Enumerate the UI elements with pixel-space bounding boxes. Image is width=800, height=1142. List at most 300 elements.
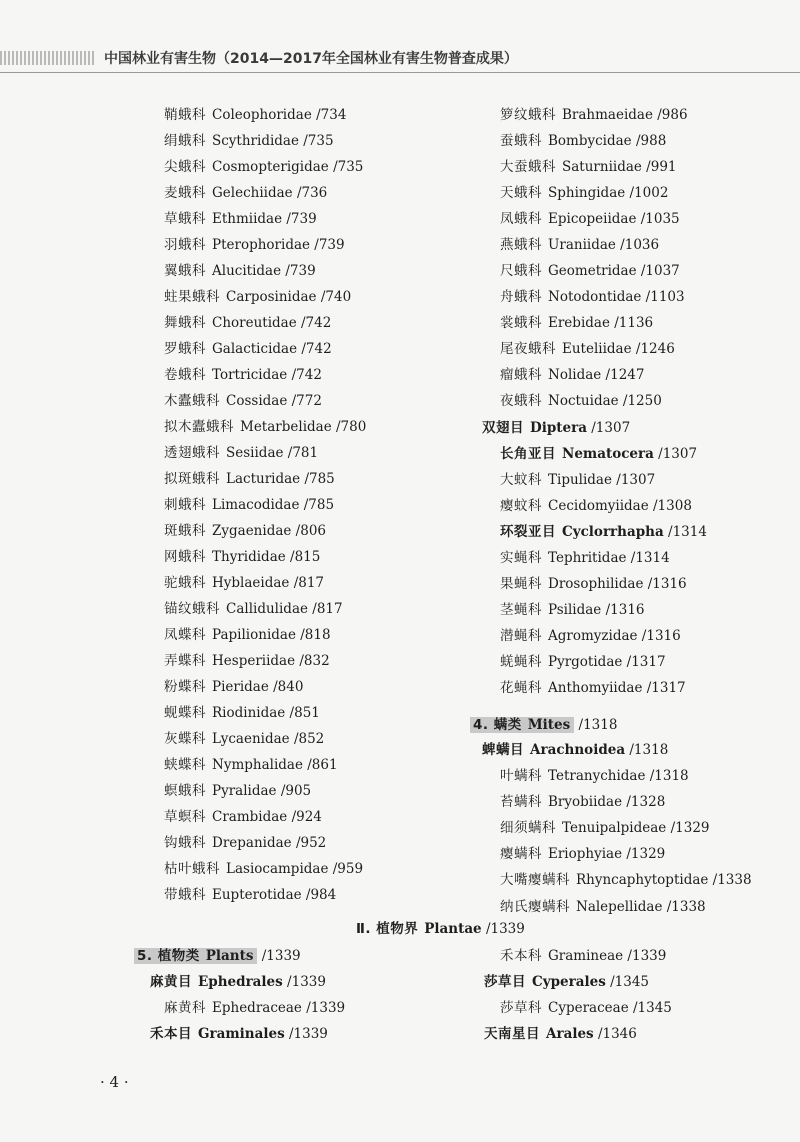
index-entry bbox=[164, 444, 318, 462]
entry-heading bbox=[164, 471, 300, 487]
entry-heading bbox=[164, 367, 287, 383]
entry-chinese-name: 蛀果蛾科 bbox=[164, 289, 220, 305]
entry-page-ref: /1318 bbox=[625, 742, 669, 758]
entry-heading bbox=[164, 601, 308, 617]
entry-chinese-name: 舟蛾科 bbox=[500, 289, 542, 305]
entry-latin-name: Geometridae bbox=[548, 263, 637, 279]
index-entry bbox=[484, 973, 649, 991]
entry-page-ref: /1339 bbox=[623, 948, 667, 964]
entry-chinese-name: 4. 螨类 bbox=[473, 717, 522, 733]
entry-latin-name: Carposinidae bbox=[226, 289, 317, 305]
entry-heading bbox=[484, 974, 606, 990]
entry-latin-name: Ephedrales bbox=[198, 974, 283, 990]
entry-chinese-name: 莎草科 bbox=[500, 1000, 542, 1016]
entry-chinese-name: 5. 植物类 bbox=[137, 948, 200, 964]
entry-latin-name: Cyperales bbox=[532, 974, 606, 990]
entry-latin-name: Limacodidae bbox=[212, 497, 300, 513]
entry-latin-name: Crambidae bbox=[212, 809, 288, 825]
running-header bbox=[0, 46, 800, 72]
entry-chinese-name: 驼蛾科 bbox=[164, 575, 206, 591]
entry-chinese-name: 箩纹蛾科 bbox=[500, 107, 556, 123]
entry-heading bbox=[500, 899, 662, 915]
entry-heading bbox=[500, 341, 632, 357]
entry-page-ref: /780 bbox=[331, 419, 367, 435]
entry-chinese-name: 蜣蝇科 bbox=[500, 654, 542, 670]
index-entry bbox=[164, 184, 327, 202]
entry-page-ref: /1314 bbox=[663, 524, 707, 540]
index-entry bbox=[500, 627, 681, 645]
entry-latin-name: Pyrgotidae bbox=[548, 654, 623, 670]
entry-latin-name: Callidulidae bbox=[226, 601, 308, 617]
entry-chinese-name: 叶螨科 bbox=[500, 768, 542, 784]
entry-chinese-name: 细须螨科 bbox=[500, 820, 556, 836]
entry-latin-name: Scythrididae bbox=[212, 133, 299, 149]
entry-chinese-name: 大嘴瘿螨科 bbox=[500, 872, 570, 888]
entry-page-ref: /986 bbox=[652, 107, 688, 123]
index-entry bbox=[500, 601, 645, 619]
entry-page-ref: /1316 bbox=[601, 602, 645, 618]
entry-latin-name: Noctuidae bbox=[548, 393, 619, 409]
entry-latin-name: Eriophyiae bbox=[548, 846, 623, 862]
entry-page-ref: /1339 bbox=[284, 1026, 328, 1042]
entry-heading bbox=[164, 835, 292, 851]
index-entry bbox=[134, 947, 301, 965]
index-entry bbox=[500, 999, 672, 1017]
index-entry bbox=[500, 392, 662, 410]
entry-chinese-name: 禾本科 bbox=[500, 948, 542, 964]
entry-latin-name: Ephedraceae bbox=[212, 1000, 302, 1016]
entry-latin-name: Ethmiidae bbox=[212, 211, 283, 227]
entry-page-ref: /1136 bbox=[609, 315, 654, 331]
entry-heading bbox=[500, 654, 622, 670]
entry-chinese-name: 莎草目 bbox=[484, 974, 526, 990]
entry-heading bbox=[164, 315, 297, 331]
entry-page-ref: /1318 bbox=[645, 768, 689, 784]
entry-latin-name: Cecidomyiidae bbox=[548, 498, 649, 514]
entry-heading bbox=[500, 794, 622, 810]
index-entry bbox=[500, 184, 668, 202]
index-entry bbox=[164, 782, 311, 800]
index-entry bbox=[164, 262, 316, 280]
entry-chinese-name: 灰蝶科 bbox=[164, 731, 206, 747]
entry-latin-name: Pterophoridae bbox=[212, 237, 310, 253]
entry-latin-name: Arales bbox=[546, 1026, 594, 1042]
entry-chinese-name: 夜蛾科 bbox=[500, 393, 542, 409]
entry-heading bbox=[164, 861, 328, 877]
entry-heading bbox=[500, 393, 619, 409]
entry-heading bbox=[500, 159, 642, 175]
entry-chinese-name: 天南星目 bbox=[484, 1026, 540, 1042]
entry-chinese-name: 钩蛾科 bbox=[164, 835, 206, 851]
index-entry bbox=[482, 419, 630, 437]
entry-chinese-name: 大蚕蛾科 bbox=[500, 159, 556, 175]
index-entry bbox=[470, 716, 617, 734]
entry-chinese-name: 蛱蝶科 bbox=[164, 757, 206, 773]
index-entry bbox=[164, 678, 303, 696]
entry-heading bbox=[164, 653, 295, 669]
entry-page-ref: /1037 bbox=[636, 263, 680, 279]
entry-heading bbox=[164, 731, 290, 747]
entry-latin-name: Cossidae bbox=[226, 393, 288, 409]
entry-heading bbox=[164, 445, 283, 461]
entry-chinese-name: 麻黄科 bbox=[164, 1000, 206, 1016]
index-entry bbox=[500, 445, 697, 463]
entry-chinese-name: 瘿螨科 bbox=[500, 846, 542, 862]
index-entry bbox=[150, 973, 326, 991]
index-entry bbox=[164, 236, 345, 254]
entry-chinese-name: 纳氏瘿螨科 bbox=[500, 899, 570, 915]
entry-chinese-name: 果蝇科 bbox=[500, 576, 542, 592]
entry-heading bbox=[500, 289, 641, 305]
entry-chinese-name: 双翅目 bbox=[482, 420, 524, 436]
entry-heading bbox=[500, 846, 622, 862]
index-entry bbox=[500, 898, 706, 916]
index-entry bbox=[164, 522, 326, 540]
entry-page-ref: /861 bbox=[302, 757, 338, 773]
entry-heading bbox=[164, 263, 281, 279]
entry-heading bbox=[164, 107, 312, 123]
index-entry bbox=[500, 314, 653, 332]
entry-latin-name: Lacturidae bbox=[226, 471, 301, 487]
entry-heading bbox=[500, 133, 632, 149]
index-entry bbox=[500, 236, 659, 254]
entry-chinese-name: 燕蛾科 bbox=[500, 237, 542, 253]
entry-heading bbox=[164, 783, 277, 799]
entry-latin-name: Drosophilidae bbox=[548, 576, 644, 592]
index-entry bbox=[500, 132, 666, 150]
entry-page-ref: /1317 bbox=[642, 680, 686, 696]
entry-page-ref: /1339 bbox=[282, 974, 326, 990]
entry-latin-name: Erebidae bbox=[548, 315, 610, 331]
entry-heading bbox=[482, 742, 625, 758]
entry-page-ref: /772 bbox=[287, 393, 322, 409]
entry-chinese-name: 瘿蚊科 bbox=[500, 498, 542, 514]
entry-chinese-name: 花蝇科 bbox=[500, 680, 542, 696]
entry-page-ref: /1307 bbox=[653, 446, 698, 462]
index-entry bbox=[500, 653, 666, 671]
entry-page-ref: /815 bbox=[285, 549, 321, 565]
entry-chinese-name: 鞘蛾科 bbox=[164, 107, 206, 123]
entry-latin-name: Tenuipalpideae bbox=[562, 820, 667, 836]
entry-chinese-name: 蚬蝶科 bbox=[164, 705, 206, 721]
entry-heading bbox=[500, 524, 664, 540]
entry-latin-name: Zygaenidae bbox=[212, 523, 292, 539]
index-entry bbox=[164, 886, 336, 904]
entry-latin-name: Eupterotidae bbox=[212, 887, 302, 903]
page-number: · 4 · bbox=[100, 1073, 129, 1091]
entry-page-ref: /905 bbox=[276, 783, 312, 799]
entry-latin-name: Nalepellidae bbox=[576, 899, 663, 915]
entry-latin-name: Papilionidae bbox=[212, 627, 296, 643]
index-entry bbox=[164, 392, 322, 410]
entry-heading bbox=[500, 768, 645, 784]
entry-latin-name: Arachnoidea bbox=[530, 742, 626, 758]
entry-heading bbox=[484, 1026, 594, 1042]
entry-page-ref: /1339 bbox=[481, 921, 525, 937]
entry-chinese-name: 斑蛾科 bbox=[164, 523, 206, 539]
entry-heading bbox=[500, 263, 637, 279]
entry-page-ref: /1308 bbox=[648, 498, 692, 514]
entry-latin-name: Alucitidae bbox=[212, 263, 282, 279]
index-entry bbox=[164, 860, 363, 878]
index-entry bbox=[150, 1025, 328, 1043]
entry-page-ref: /852 bbox=[289, 731, 325, 747]
index-entry bbox=[482, 741, 668, 759]
entry-page-ref: /1316 bbox=[643, 576, 687, 592]
entry-chinese-name: 透翅蛾科 bbox=[164, 445, 220, 461]
entry-heading bbox=[500, 628, 638, 644]
entry-heading bbox=[500, 948, 623, 964]
index-entry bbox=[500, 340, 675, 358]
index-entry bbox=[500, 793, 665, 811]
entry-chinese-name: 绢蛾科 bbox=[164, 133, 206, 149]
entry-page-ref: /984 bbox=[301, 887, 337, 903]
entry-chinese-name: 草蛾科 bbox=[164, 211, 206, 227]
entry-latin-name: Plants bbox=[205, 948, 254, 964]
index-entry bbox=[164, 288, 351, 306]
index-entry bbox=[500, 523, 707, 541]
index-entry bbox=[484, 1025, 637, 1043]
entry-latin-name: Pieridae bbox=[212, 679, 269, 695]
entry-page-ref: /1247 bbox=[601, 367, 645, 383]
index-entry bbox=[164, 470, 335, 488]
entry-latin-name: Epicopeiidae bbox=[548, 211, 637, 227]
entry-page-ref: /840 bbox=[268, 679, 304, 695]
entry-heading bbox=[164, 705, 285, 721]
index-entry bbox=[164, 600, 343, 618]
index-entry bbox=[164, 340, 332, 358]
index-entry bbox=[164, 834, 326, 852]
index-entry bbox=[164, 626, 331, 644]
entry-chinese-name: 羽蛾科 bbox=[164, 237, 206, 253]
entry-page-ref: /742 bbox=[296, 315, 332, 331]
entry-page-ref: /739 bbox=[282, 211, 317, 227]
entry-heading bbox=[164, 341, 297, 357]
entry-latin-name: Choreutidae bbox=[212, 315, 297, 331]
entry-page-ref: /806 bbox=[291, 523, 326, 539]
index-entry bbox=[500, 288, 685, 306]
entry-page-ref: /1250 bbox=[618, 393, 662, 409]
entry-page-ref: /991 bbox=[641, 159, 677, 175]
index-entry bbox=[500, 845, 665, 863]
index-entry bbox=[500, 575, 687, 593]
entry-heading bbox=[164, 133, 299, 149]
entry-page-ref: /851 bbox=[285, 705, 320, 721]
entry-chinese-name: 木蠹蛾科 bbox=[164, 393, 220, 409]
entry-heading bbox=[500, 550, 626, 566]
entry-heading bbox=[134, 948, 257, 964]
entry-heading bbox=[500, 602, 601, 618]
entry-chinese-name: 锚纹蛾科 bbox=[164, 601, 220, 617]
index-entry bbox=[500, 497, 692, 515]
entry-latin-name: Tortricidae bbox=[212, 367, 288, 383]
entry-chinese-name: 网蛾科 bbox=[164, 549, 206, 565]
entry-latin-name: Psilidae bbox=[548, 602, 602, 618]
index-entry bbox=[500, 262, 680, 280]
entry-heading bbox=[500, 185, 625, 201]
entry-page-ref: /1307 bbox=[586, 420, 631, 436]
entry-page-ref: /1329 bbox=[666, 820, 710, 836]
index-entry bbox=[500, 947, 666, 965]
index-entry bbox=[164, 652, 330, 670]
entry-page-ref: /1246 bbox=[631, 341, 675, 357]
entry-heading bbox=[164, 185, 293, 201]
entry-page-ref: /739 bbox=[281, 263, 316, 279]
entry-heading bbox=[500, 237, 616, 253]
entry-heading bbox=[500, 472, 612, 488]
entry-chinese-name: 天蛾科 bbox=[500, 185, 542, 201]
entry-page-ref: /924 bbox=[287, 809, 322, 825]
entry-heading bbox=[500, 872, 708, 888]
entry-latin-name: Lycaenidae bbox=[212, 731, 290, 747]
entry-chinese-name: 蚕蛾科 bbox=[500, 133, 542, 149]
index-entry bbox=[164, 704, 320, 722]
index-entry bbox=[164, 999, 345, 1017]
entry-latin-name: Saturniidae bbox=[562, 159, 642, 175]
entry-heading bbox=[150, 974, 283, 990]
entry-heading bbox=[500, 107, 653, 123]
entry-page-ref: /1316 bbox=[637, 628, 681, 644]
entry-latin-name: Hyblaeidae bbox=[212, 575, 290, 591]
entry-latin-name: Metarbelidae bbox=[240, 419, 332, 435]
entry-latin-name: Nymphalidae bbox=[212, 757, 303, 773]
entry-chinese-name: 苔螨科 bbox=[500, 794, 542, 810]
entry-heading bbox=[500, 446, 654, 462]
entry-heading bbox=[164, 237, 310, 253]
entry-latin-name: Bryobiidae bbox=[548, 794, 623, 810]
entry-page-ref: /1346 bbox=[593, 1026, 637, 1042]
entry-heading bbox=[164, 419, 332, 435]
entry-latin-name: Cyclorrhapha bbox=[562, 524, 664, 540]
entry-page-ref: /1329 bbox=[622, 846, 666, 862]
entry-page-ref: /1314 bbox=[626, 550, 670, 566]
entry-latin-name: Pyralidae bbox=[212, 783, 277, 799]
entry-latin-name: Galacticidae bbox=[212, 341, 298, 357]
entry-heading bbox=[356, 921, 482, 937]
entry-latin-name: Sesiidae bbox=[226, 445, 284, 461]
index-entry bbox=[164, 548, 320, 566]
entry-chinese-name: 大蚊科 bbox=[500, 472, 542, 488]
entry-page-ref: /1328 bbox=[622, 794, 666, 810]
entry-latin-name: Tipulidae bbox=[548, 472, 612, 488]
entry-page-ref: /988 bbox=[631, 133, 667, 149]
index-entry bbox=[500, 549, 670, 567]
index-entry bbox=[356, 920, 525, 938]
index-entry bbox=[164, 574, 324, 592]
entry-page-ref: /817 bbox=[307, 601, 343, 617]
entry-latin-name: Lasiocampidae bbox=[226, 861, 329, 877]
index-entry bbox=[164, 366, 322, 384]
entry-heading bbox=[164, 627, 296, 643]
entry-page-ref: /740 bbox=[316, 289, 352, 305]
entry-latin-name: Anthomyiidae bbox=[548, 680, 643, 696]
index-entry bbox=[164, 106, 346, 124]
entry-heading bbox=[164, 159, 329, 175]
entry-latin-name: Euteliidae bbox=[562, 341, 632, 357]
entry-latin-name: Agromyzidae bbox=[548, 628, 638, 644]
entry-latin-name: Bombycidae bbox=[548, 133, 632, 149]
entry-page-ref: /952 bbox=[291, 835, 327, 851]
entry-chinese-name: 凤蝶科 bbox=[164, 627, 206, 643]
entry-page-ref: /1002 bbox=[625, 185, 669, 201]
entry-heading bbox=[164, 523, 291, 539]
header-title: 中国林业有害生物（2014—2017年全国林业有害生物普查成果） bbox=[104, 51, 518, 67]
header-rule bbox=[0, 72, 800, 73]
entry-chinese-name: 实蝇科 bbox=[500, 550, 542, 566]
entry-chinese-name: 蜱螨目 bbox=[482, 742, 524, 758]
entry-heading bbox=[164, 497, 299, 513]
index-entry bbox=[164, 756, 338, 774]
index-entry bbox=[164, 418, 366, 436]
index-entry bbox=[164, 808, 322, 826]
entry-heading bbox=[500, 211, 636, 227]
entry-heading bbox=[164, 757, 303, 773]
entry-page-ref: /742 bbox=[297, 341, 332, 357]
entry-page-ref: /1318 bbox=[574, 717, 618, 733]
entry-chinese-name: 拟木蠹蛾科 bbox=[164, 419, 234, 435]
entry-latin-name: Mites bbox=[527, 717, 571, 733]
index-entry bbox=[164, 496, 334, 514]
entry-latin-name: Tephritidae bbox=[548, 550, 627, 566]
entry-page-ref: /832 bbox=[295, 653, 330, 669]
entry-latin-name: Tetranychidae bbox=[548, 768, 646, 784]
entry-chinese-name: 舞蛾科 bbox=[164, 315, 206, 331]
entry-chinese-name: 茎蝇科 bbox=[500, 602, 542, 618]
entry-chinese-name: 草螟科 bbox=[164, 809, 206, 825]
index-entry bbox=[500, 366, 644, 384]
entry-chinese-name: 麦蛾科 bbox=[164, 185, 206, 201]
entry-latin-name: Drepanidae bbox=[212, 835, 292, 851]
entry-page-ref: /739 bbox=[310, 237, 345, 253]
index-entry bbox=[500, 679, 686, 697]
entry-heading bbox=[500, 576, 643, 592]
entry-page-ref: /959 bbox=[328, 861, 364, 877]
entry-chinese-name: 尖蛾科 bbox=[164, 159, 206, 175]
entry-chinese-name: 弄蝶科 bbox=[164, 653, 206, 669]
index-entry bbox=[500, 871, 752, 889]
entry-heading bbox=[164, 1000, 302, 1016]
entry-heading bbox=[500, 367, 601, 383]
entry-page-ref: /1307 bbox=[611, 472, 656, 488]
entry-chinese-name: 刺蛾科 bbox=[164, 497, 206, 513]
entry-latin-name: Riodinidae bbox=[212, 705, 286, 721]
entry-latin-name: Cyperaceae bbox=[548, 1000, 629, 1016]
entry-chinese-name: 拟斑蛾科 bbox=[164, 471, 220, 487]
entry-page-ref: /1317 bbox=[622, 654, 666, 670]
index-entry bbox=[500, 767, 689, 785]
index-entry bbox=[500, 210, 680, 228]
entry-page-ref: /1338 bbox=[662, 899, 706, 915]
entry-chinese-name: 麻黄目 bbox=[150, 974, 192, 990]
entry-page-ref: /1345 bbox=[628, 1000, 672, 1016]
entry-chinese-name: Ⅱ. 植物界 bbox=[356, 921, 419, 937]
entry-latin-name: Gelechiidae bbox=[212, 185, 293, 201]
index-entry bbox=[500, 819, 710, 837]
entry-chinese-name: 粉蝶科 bbox=[164, 679, 206, 695]
entry-latin-name: Notodontidae bbox=[548, 289, 642, 305]
entry-latin-name: Sphingidae bbox=[548, 185, 626, 201]
entry-chinese-name: 螟蛾科 bbox=[164, 783, 206, 799]
header-decoration bbox=[0, 51, 96, 65]
entry-page-ref: /742 bbox=[287, 367, 322, 383]
entry-chinese-name: 瘤蛾科 bbox=[500, 367, 542, 383]
entry-latin-name: Coleophoridae bbox=[212, 107, 312, 123]
entry-chinese-name: 尺蛾科 bbox=[500, 263, 542, 279]
entry-heading bbox=[500, 315, 610, 331]
index-entry bbox=[164, 314, 331, 332]
entry-heading bbox=[164, 211, 282, 227]
entry-latin-name: Hesperiidae bbox=[212, 653, 296, 669]
